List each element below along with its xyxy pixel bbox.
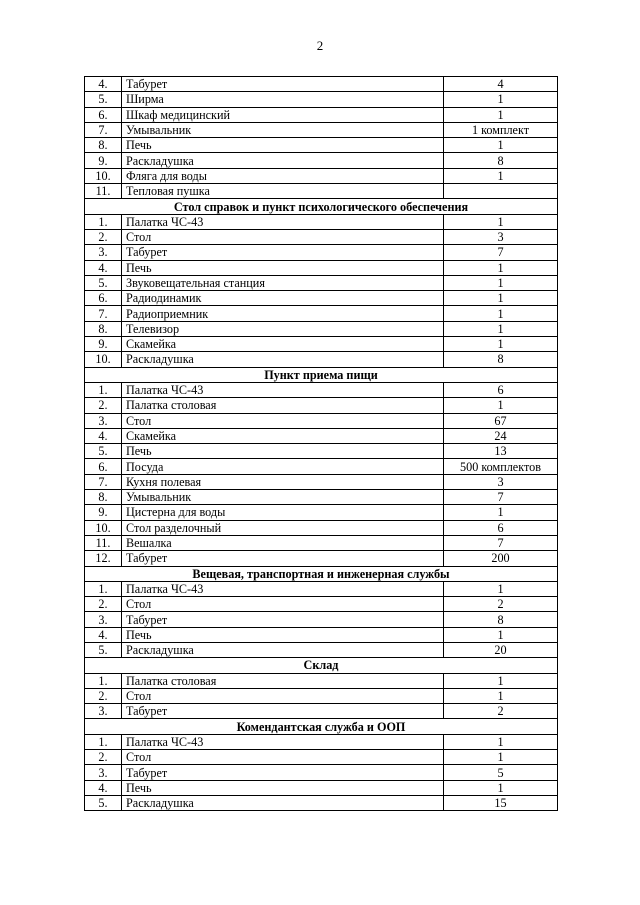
table-row [85, 214, 558, 229]
item-number: 11. [85, 184, 122, 199]
table-row [85, 780, 558, 795]
table-row [85, 122, 558, 137]
item-name: Фляга для воды [122, 168, 444, 183]
item-name: Палатка столовая [122, 673, 444, 688]
item-name: Табурет [122, 77, 444, 92]
item-quantity: 4 [444, 77, 558, 92]
item-name: Раскладушка [122, 795, 444, 810]
table-row [85, 505, 558, 520]
item-number: 8. [85, 321, 122, 336]
table-row [85, 306, 558, 321]
item-number: 2. [85, 229, 122, 244]
item-number: 7. [85, 474, 122, 489]
item-name: Печь [122, 260, 444, 275]
table-row [85, 92, 558, 107]
item-name: Стол [122, 750, 444, 765]
item-quantity: 1 [444, 275, 558, 290]
item-number: 2. [85, 688, 122, 703]
table-row [85, 642, 558, 657]
table-row [85, 138, 558, 153]
item-number: 11. [85, 535, 122, 550]
item-name: Скамейка [122, 337, 444, 352]
item-quantity: 3 [444, 229, 558, 244]
item-quantity: 1 [444, 168, 558, 183]
item-name: Раскладушка [122, 642, 444, 657]
item-number: 2. [85, 398, 122, 413]
item-name: Стол [122, 229, 444, 244]
item-number: 5. [85, 444, 122, 459]
table-row [85, 184, 558, 199]
table-row [85, 490, 558, 505]
item-number: 7. [85, 122, 122, 137]
item-name: Скамейка [122, 428, 444, 443]
table-row [85, 337, 558, 352]
item-quantity: 1 [444, 306, 558, 321]
item-number: 5. [85, 275, 122, 290]
item-number: 2. [85, 750, 122, 765]
equipment-table [84, 76, 558, 811]
table-row [85, 597, 558, 612]
table-row [85, 153, 558, 168]
table-row [85, 77, 558, 92]
item-quantity: 1 [444, 398, 558, 413]
item-quantity: 1 [444, 688, 558, 703]
equipment-table-body [85, 77, 558, 811]
item-name: Стол [122, 688, 444, 703]
item-number: 4. [85, 260, 122, 275]
item-quantity: 7 [444, 490, 558, 505]
section-header-row [85, 199, 558, 214]
item-quantity: 8 [444, 153, 558, 168]
table-row [85, 413, 558, 428]
item-quantity: 1 [444, 291, 558, 306]
item-number: 1. [85, 382, 122, 397]
table-row [85, 688, 558, 703]
item-name: Печь [122, 780, 444, 795]
item-number: 8. [85, 138, 122, 153]
section-header-row [85, 658, 558, 673]
table-row [85, 750, 558, 765]
section-title: Склад [85, 658, 558, 673]
section-title: Вещевая, транспортная и инженерная службы [85, 566, 558, 581]
item-name: Табурет [122, 612, 444, 627]
table-row [85, 291, 558, 306]
item-quantity: 1 [444, 107, 558, 122]
item-quantity [444, 184, 558, 199]
item-number: 8. [85, 490, 122, 505]
item-quantity: 6 [444, 520, 558, 535]
item-number: 5. [85, 92, 122, 107]
item-quantity: 1 [444, 337, 558, 352]
item-number: 4. [85, 77, 122, 92]
item-number: 4. [85, 780, 122, 795]
item-number: 3. [85, 612, 122, 627]
item-number: 12. [85, 551, 122, 566]
item-name: Умывальник [122, 490, 444, 505]
item-number: 10. [85, 168, 122, 183]
item-name: Печь [122, 627, 444, 642]
item-number: 5. [85, 642, 122, 657]
item-name: Посуда [122, 459, 444, 474]
item-number: 10. [85, 520, 122, 535]
item-number: 1. [85, 581, 122, 596]
section-title: Пункт приема пищи [85, 367, 558, 382]
item-quantity: 1 [444, 673, 558, 688]
item-name: Кухня полевая [122, 474, 444, 489]
item-number: 9. [85, 153, 122, 168]
table-row [85, 398, 558, 413]
item-name: Печь [122, 138, 444, 153]
item-name: Стол разделочный [122, 520, 444, 535]
item-quantity: 1 [444, 750, 558, 765]
item-name: Печь [122, 444, 444, 459]
table-row [85, 428, 558, 443]
item-number: 2. [85, 597, 122, 612]
table-row [85, 444, 558, 459]
item-number: 4. [85, 627, 122, 642]
item-number: 6. [85, 459, 122, 474]
table-row [85, 168, 558, 183]
item-name: Звуковещательная станция [122, 275, 444, 290]
table-row [85, 673, 558, 688]
item-name: Раскладушка [122, 153, 444, 168]
item-quantity: 1 [444, 92, 558, 107]
item-name: Палатка ЧС-43 [122, 214, 444, 229]
item-quantity: 200 [444, 551, 558, 566]
item-name: Табурет [122, 551, 444, 566]
item-quantity: 1 [444, 505, 558, 520]
item-number: 1. [85, 734, 122, 749]
table-row [85, 551, 558, 566]
page-number: 2 [316, 38, 324, 53]
item-name: Палатка столовая [122, 398, 444, 413]
item-quantity: 7 [444, 245, 558, 260]
section-header-row [85, 367, 558, 382]
item-name: Палатка ЧС-43 [122, 581, 444, 596]
item-quantity: 1 [444, 321, 558, 336]
item-quantity: 1 [444, 780, 558, 795]
item-name: Тепловая пушка [122, 184, 444, 199]
item-name: Радиоприемник [122, 306, 444, 321]
item-number: 9. [85, 337, 122, 352]
item-number: 4. [85, 428, 122, 443]
table-row [85, 352, 558, 367]
item-quantity: 15 [444, 795, 558, 810]
item-quantity: 24 [444, 428, 558, 443]
section-title: Комендантская служба и ООП [85, 719, 558, 734]
item-quantity: 1 [444, 581, 558, 596]
item-name: Цистерна для воды [122, 505, 444, 520]
table-row [85, 229, 558, 244]
item-quantity: 2 [444, 597, 558, 612]
item-number: 3. [85, 704, 122, 719]
item-number: 3. [85, 765, 122, 780]
table-row [85, 520, 558, 535]
item-quantity: 1 [444, 734, 558, 749]
table-row [85, 734, 558, 749]
item-name: Радиодинамик [122, 291, 444, 306]
item-name: Ширма [122, 92, 444, 107]
item-number: 9. [85, 505, 122, 520]
item-number: 5. [85, 795, 122, 810]
item-name: Вешалка [122, 535, 444, 550]
table-row [85, 260, 558, 275]
item-quantity: 1 [444, 138, 558, 153]
item-quantity: 13 [444, 444, 558, 459]
item-name: Телевизор [122, 321, 444, 336]
item-name: Стол [122, 413, 444, 428]
item-quantity: 1 [444, 214, 558, 229]
item-quantity: 1 [444, 260, 558, 275]
table-row [85, 107, 558, 122]
item-name: Табурет [122, 765, 444, 780]
item-name: Раскладушка [122, 352, 444, 367]
item-quantity: 6 [444, 382, 558, 397]
item-name: Шкаф медицинский [122, 107, 444, 122]
item-name: Умывальник [122, 122, 444, 137]
table-row [85, 275, 558, 290]
item-quantity: 20 [444, 642, 558, 657]
item-number: 1. [85, 214, 122, 229]
item-name: Табурет [122, 704, 444, 719]
item-name: Табурет [122, 245, 444, 260]
table-row [85, 382, 558, 397]
table-row [85, 535, 558, 550]
item-quantity: 1 [444, 627, 558, 642]
table-row [85, 321, 558, 336]
table-row [85, 795, 558, 810]
table-row [85, 474, 558, 489]
item-number: 3. [85, 413, 122, 428]
table-row [85, 765, 558, 780]
item-quantity: 8 [444, 352, 558, 367]
item-quantity: 7 [444, 535, 558, 550]
table-row [85, 704, 558, 719]
section-header-row [85, 719, 558, 734]
item-number: 6. [85, 107, 122, 122]
table-row [85, 612, 558, 627]
item-number: 10. [85, 352, 122, 367]
table-row [85, 245, 558, 260]
item-number: 3. [85, 245, 122, 260]
item-quantity: 1 комплект [444, 122, 558, 137]
section-header-row [85, 566, 558, 581]
table-row [85, 581, 558, 596]
table-row [85, 459, 558, 474]
item-name: Палатка ЧС-43 [122, 734, 444, 749]
item-quantity: 5 [444, 765, 558, 780]
item-quantity: 3 [444, 474, 558, 489]
item-quantity: 2 [444, 704, 558, 719]
item-quantity: 500 комплектов [444, 459, 558, 474]
item-quantity: 8 [444, 612, 558, 627]
section-title: Стол справок и пункт психологического обеспечения [85, 199, 558, 214]
item-name: Стол [122, 597, 444, 612]
item-number: 7. [85, 306, 122, 321]
item-number: 6. [85, 291, 122, 306]
item-number: 1. [85, 673, 122, 688]
item-quantity: 67 [444, 413, 558, 428]
table-row [85, 627, 558, 642]
item-name: Палатка ЧС-43 [122, 382, 444, 397]
